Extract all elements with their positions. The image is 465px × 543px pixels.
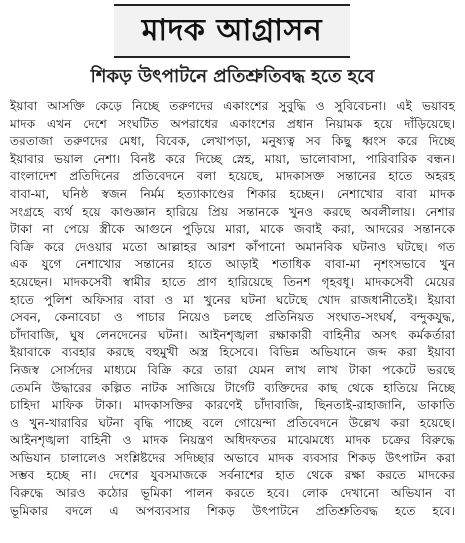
body-line: ভূমিকার বদলে এ অপব্যবসার শিকড় উৎপাটনে প্রতিশ্রুতিবদ্ধ হতে হবে।	[10, 503, 455, 518]
body-line: এক যুগে নেশাখোর সন্তানের হাতে আড়াই শতাধিক বাবা-মা নৃশংসভাবে খুন	[10, 257, 455, 272]
body-line: তরতাজা তরুণদের মেধা, বিবেক, লেখাপড়া, মনুষ্যত্ব সব কিছু ধ্বংস করে দিচ্ছে	[10, 134, 455, 149]
body-line: সম্ভব হচ্ছে না। দেশের যুবসমাজকে সর্বনাশের হাত থেকে রক্ষা করতে মাদকের	[10, 468, 455, 483]
body-line: বাবা-মা, ঘনিষ্ঠ স্বজন নির্মম হত্যাকাণ্ডের শিকার হচ্ছেন। নেশাখোর বাবা মাদক	[10, 186, 455, 201]
body-line: টাকা না পেয়ে স্ত্রীকে আগুনে পুড়িয়ে মারা, মাকে জবাই করা, আদরের সন্তানকে	[10, 222, 455, 237]
body-line: আইনশৃঙ্খলা বাহিনী ও মাদক নিয়ন্ত্রণ অধিদফতর মাঝেমধ্যে মাদক চক্রের বিরুদ্ধে	[10, 433, 455, 448]
body-line: চাঁদাবাজি, ঘুষ লেনদেনের ঘটনা। আইনশৃঙ্খলা রক্ষাকারী বাহিনীর অসৎ কর্মকর্তারা	[10, 327, 455, 342]
body-line: সেবন, কেনাবেচা ও পাচার নিয়েও চলছে প্রতিনিয়ত সংঘাত-সংঘর্ষ, বন্দুকযুদ্ধ,	[10, 310, 455, 325]
body-line: বিরুদ্ধে আরও কঠোর ভূমিকা পালন করতে হবে। লোক দেখানো অভিযান বা	[10, 486, 455, 501]
body-line: বাংলাদেশ প্রতিদিনের প্রতিবেদনে বলা হয়েছে, মাদকাসক্ত সন্তানের হাতে অহরহ	[10, 169, 455, 184]
headline: মাদক আগ্রাসন	[141, 13, 323, 48]
body-line: হয়েছেন। মাদকসেবী স্বামীর হাতে প্রাণ হারিয়েছে তিনশ গৃহবধূ। মাদকসেবী মেয়ের	[10, 274, 455, 289]
body-line: হাতে পুলিশ অফিসার বাবা ও মা খুনের ঘটনা ঘটেছে খোদ রাজধানীতেই। ইয়াবা	[10, 292, 455, 307]
body-line: ইয়াবা আসক্তি কেড়ে নিচ্ছে তরুণদের একাংশের সুবুদ্ধি ও সুবিবেচনা। এই ভয়াবহ	[10, 99, 455, 113]
body-line: মাদক এখন দেশে সংঘটিত অপরাধের একাংশের প্রধান নিয়ামক হয়ে দাঁড়িয়েছে।	[10, 116, 455, 131]
article-body	[10, 98, 455, 520]
body-line: ইয়াবাকে ব্যবহার করছে বহুমুখী অস্ত্র হিসেবে। বিভিন্ন অভিযানে জব্দ করা ইয়াবা	[10, 345, 455, 360]
subheadline: শিকড় উৎপাটনে প্রতিশ্রুতিবদ্ধ হতে হবে	[90, 66, 375, 87]
body-line: ও খুন-খারাবির ঘটনা বৃদ্ধি পাচ্ছে বলে গোয়েন্দা প্রতিবেদনে উল্লেখ করা হয়েছে।	[10, 415, 455, 430]
body-line: সংগ্রহে ব্যর্থ হয়ে কাণ্ডজ্ঞান হারিয়ে প্রিয় সন্তানকে খুনও করছে অবলীলায়। নেশার	[10, 204, 455, 219]
body-line: নিজস্ব সোর্সদের মাধ্যমে বিক্রি করে তারা যেমন লাখ লাখ টাকা পকেটে ভরছে	[10, 362, 455, 377]
headline-box	[114, 4, 350, 58]
body-line: ইয়াবার ভয়াল নেশা। বিনষ্ট করে দিচ্ছে স্নেহ, মায়া, ভালোবাসা, পারিবারিক বন্ধন।	[10, 151, 455, 166]
body-line: চাহিদা মাফিক টাকা। মাদকাসক্তির কারণেই চাঁদাবাজি, ছিনতাই-রাহাজানি, ডাকাতি	[10, 398, 455, 413]
body-line: তেমনি উদ্ধারের কল্পিত নাটক সাজিয়ে টার্গেট ব্যক্তিদের কাছ থেকে হাতিয়ে নিচ্ছে	[10, 380, 455, 395]
body-line: অভিযান চালালেও সংশ্লিষ্টদের সদিচ্ছার অভাবে মাদক ব্যবসার শিকড় উৎপাটন করা	[10, 450, 455, 465]
body-line: বিক্রি করে দেওয়ার মতো আল্লাহর আরশ কাঁপানো অমানবিক ঘটনাও ঘটছে। গত	[10, 239, 455, 254]
